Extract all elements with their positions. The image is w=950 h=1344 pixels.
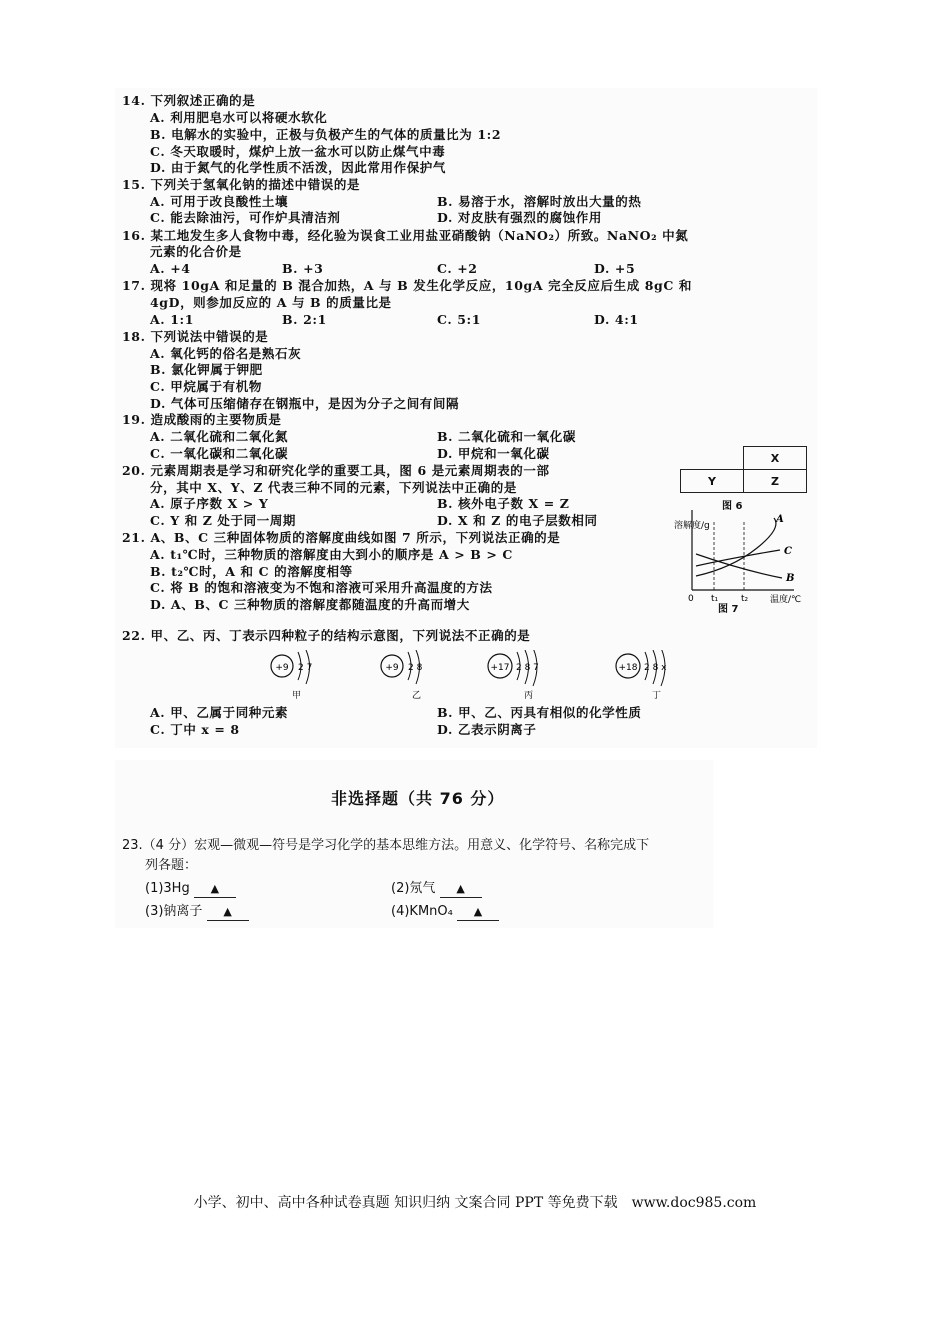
atom-ding: [616, 650, 667, 701]
q17-option-c: C. 5:1: [437, 312, 482, 327]
q20-stem-line1: 20. 元素周期表是学习和研究化学的重要工具，图 6 是元素周期表的一部: [122, 463, 550, 478]
table-cell-empty: [681, 447, 744, 470]
solubility-curve-figure: [672, 508, 812, 610]
atom-bing-nucleus: +17: [490, 663, 510, 673]
q18-option-b: B. 氯化钾属于钾肥: [150, 362, 263, 377]
atom-yi-nucleus: +9: [385, 663, 399, 673]
q23-item-3-label: (3)钠离子: [145, 904, 203, 919]
page-footer: 小学、初中、高中各种试卷真题 知识归纳 文案合同 PPT 等免费下载 www.doc985.com: [193, 1195, 757, 1211]
figure-6-caption: 图 6: [722, 501, 743, 512]
q17-stem-line2: 4gD，则参加反应的 A 与 B 的质量比是: [150, 295, 392, 310]
q22-option-c: C. 丁中 x = 8: [150, 722, 240, 737]
atom-yi: [381, 650, 423, 701]
q17-option-d: D. 4:1: [594, 312, 639, 327]
q14-stem: 14. 下列叙述正确的是: [122, 93, 256, 108]
q15-option-d: D. 对皮肤有强烈的腐蚀作用: [437, 210, 602, 225]
q16-option-d: D. +5: [594, 261, 636, 276]
q18-option-d: D. 气体可压缩储存在钢瓶中，是因为分子之间有间隔: [150, 396, 460, 411]
answer-blank[interactable]: ▲: [440, 881, 482, 898]
section-heading: 非选择题（共 76 分）: [331, 789, 505, 808]
q22-option-b: B. 甲、乙、丙具有相似的化学性质: [437, 705, 642, 720]
q19-option-a: A. 二氧化硫和二氧化氮: [150, 429, 289, 444]
atom-yi-shells: 2 8: [408, 663, 423, 673]
q20-option-c: C. Y 和 Z 处于同一周期: [150, 513, 297, 528]
q18-stem: 18. 下列说法中错误的是: [122, 329, 269, 344]
q20-option-a: A. 原子序数 X > Y: [150, 496, 269, 511]
q20-option-d: D. X 和 Z 的电子层数相同: [437, 513, 598, 528]
answer-blank[interactable]: ▲: [457, 904, 499, 921]
q21-option-b: B. t₂℃时，A 和 C 的溶解度相等: [150, 564, 353, 579]
q15-option-c: C. 能去除油污，可作炉具清洁剂: [150, 210, 341, 225]
q19-option-b: B. 二氧化硫和一氧化碳: [437, 429, 576, 444]
q15-option-a: A. 可用于改良酸性土壤: [150, 194, 289, 209]
curve-c-label: C: [784, 546, 792, 557]
answer-blank[interactable]: ▲: [194, 881, 236, 898]
q16-stem-line2: 元素的化合价是: [150, 244, 242, 259]
q18-option-c: C. 甲烷属于有机物: [150, 379, 262, 394]
q22-option-a: A. 甲、乙属于同种元素: [150, 705, 289, 720]
q23-item-4-label: (4)KMnO₄: [391, 904, 453, 919]
atom-yi-label: 乙: [412, 691, 422, 701]
q21-option-d: D. A、B、C 三种物质的溶解度都随温度的升高而增大: [150, 597, 470, 612]
q23-item-2: [391, 881, 482, 898]
q17-option-a: A. 1:1: [150, 312, 195, 327]
atom-ding-label: 丁: [652, 691, 662, 701]
figure-7-caption: 图 7: [718, 604, 739, 615]
q17-stem-line1: 17. 现将 10gA 和足量的 B 混合加热，A 与 B 发生化学反应，10gA 完全反应后生成 8gC 和: [122, 278, 693, 293]
atom-ding-nucleus: +18: [618, 663, 638, 673]
q23-item-1: [145, 881, 236, 898]
q19-option-c: C. 一氧化碳和二氧化碳: [150, 446, 289, 461]
axis-y-label: 溶解度/g: [674, 521, 710, 531]
q16-option-a: A. +4: [150, 261, 191, 276]
q14-option-d: D. 由于氮气的化学性质不活泼，因此常用作保护气: [150, 160, 446, 175]
table-cell-y: Y: [681, 470, 744, 493]
t1-label: t₁: [711, 594, 719, 604]
q14-option-c: C. 冬天取暖时，煤炉上放一盆水可以防止煤气中毒: [150, 144, 446, 159]
table-cell-z: Z: [744, 470, 807, 493]
q23-stem-line1: 23.（4 分）宏观—微观—符号是学习化学的基本思维方法。用意义、化学符号、名称完成下: [122, 838, 650, 853]
atom-jia-label: 甲: [292, 691, 302, 701]
atom-jia-nucleus: +9: [275, 663, 289, 673]
q22-stem: 22. 甲、乙、丙、丁表示四种粒子的结构示意图，下列说法不正确的是: [122, 628, 531, 643]
answer-blank[interactable]: ▲: [207, 904, 249, 921]
q21-option-a: A. t₁℃时，三种物质的溶解度由大到小的顺序是 A > B > C: [150, 547, 513, 562]
q17-option-b: B. 2:1: [282, 312, 327, 327]
atom-jia-shells: 2 7: [298, 663, 313, 673]
q23-item-2-label: (2)氖气: [391, 881, 436, 896]
q14-option-a: A. 利用肥皂水可以将硬水软化: [150, 110, 328, 125]
origin-label: 0: [688, 594, 694, 604]
q14-option-b: B. 电解水的实验中，正极与负极产生的气体的质量比为 1:2: [150, 127, 502, 142]
particle-structure-diagrams: [260, 650, 700, 702]
q16-option-c: C. +2: [437, 261, 478, 276]
q16-stem-line1: 16. 某工地发生多人食物中毒，经化验为误食工业用盐亚硝酸钠（NaNO₂）所致。NaNO₂ 中氮: [122, 228, 689, 243]
q23-item-3: [145, 904, 249, 921]
q19-stem: 19. 造成酸雨的主要物质是: [122, 412, 282, 427]
atom-ding-shells: 2 8 x: [644, 663, 667, 673]
q22-option-d: D. 乙表示阴离子: [437, 722, 537, 737]
q20-option-b: B. 核外电子数 X = Z: [437, 496, 570, 511]
q15-stem: 15. 下列关于氢氧化钠的描述中错误的是: [122, 177, 361, 192]
t2-label: t₂: [741, 594, 749, 604]
atom-bing-label: 丙: [524, 691, 534, 701]
q16-option-b: B. +3: [282, 261, 324, 276]
atom-jia: [271, 650, 312, 701]
curve-a-label: A: [776, 514, 784, 525]
atom-bing: [488, 650, 539, 701]
curve-b-label: B: [786, 573, 795, 584]
q23-item-1-label: (1)3Hg: [145, 881, 190, 896]
q18-option-a: A. 氧化钙的俗名是熟石灰: [150, 346, 302, 361]
q23-item-4: [391, 904, 499, 921]
q23-stem-line2: 列各题：: [145, 858, 198, 873]
axis-x-label: 温度/℃: [770, 595, 802, 605]
q15-option-b: B. 易溶于水，溶解时放出大量的热: [437, 194, 642, 209]
q21-option-c: C. 将 B 的饱和溶液变为不饱和溶液可采用升高温度的方法: [150, 580, 493, 595]
q20-stem-line2: 分，其中 X、Y、Z 代表三种不同的元素，下列说法中正确的是: [150, 480, 517, 495]
atom-bing-shells: 2 8 7: [516, 663, 539, 673]
table-cell-x: X: [744, 447, 807, 470]
q21-stem: 21. A、B、C 三种固体物质的溶解度曲线如图 7 所示，下列说法正确的是: [122, 530, 561, 545]
periodic-table-fragment: [680, 446, 807, 493]
q19-option-d: D. 甲烷和一氧化碳: [437, 446, 550, 461]
